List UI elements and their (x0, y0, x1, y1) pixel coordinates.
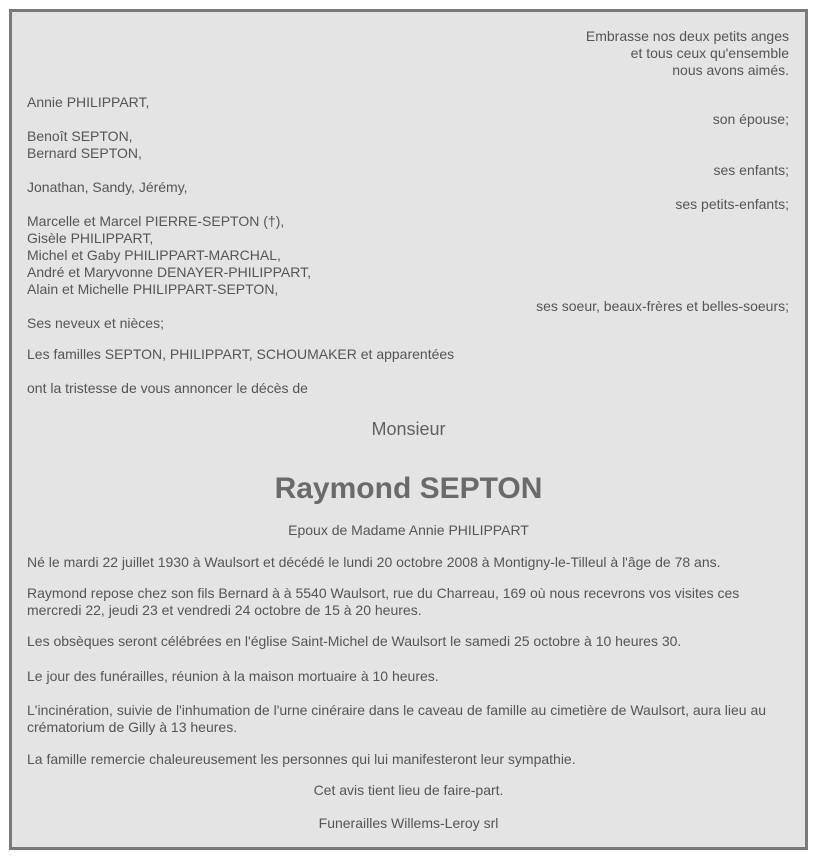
visits-paragraph: Raymond repose chez son fils Bernard à à 5540 Waulsort, rue du Charreau, 169 où nous recevrons vos visites ces mercredi 22, jeudi 23 et vendredi 24 octobre de 15 à 20 heures. (27, 585, 740, 618)
gathering-paragraph: Le jour des funérailles, réunion à la maison mortuaire à 10 heures. (27, 668, 439, 684)
sibling-name: Alain et Michelle PHILIPPART-SEPTON, (27, 281, 279, 297)
announcement-line: ont la tristesse de vous annoncer le décès de (27, 380, 308, 396)
sibling-name: Michel et Gaby PHILIPPART-MARCHAL, (27, 247, 281, 263)
obituary-card (9, 9, 808, 850)
thanks-paragraph: La famille remercie chaleureusement les personnes qui lui manifesteront leur sympathie. (27, 751, 576, 767)
nephews-line: Ses neveux et nièces; (27, 315, 164, 331)
deceased-name: Raymond SEPTON (274, 472, 543, 505)
child-name: Bernard SEPTON, (27, 145, 142, 161)
siblings-role: ses soeur, beaux-frères et belles-soeurs; (536, 298, 789, 314)
grandchildren-role: ses petits-enfants; (675, 196, 789, 212)
spouse-name: Annie PHILIPPART, (27, 94, 150, 110)
undertaker-line: Funerailles Willems-Leroy srl (318, 815, 499, 831)
quote-line-2: et tous ceux qu'ensemble (630, 45, 789, 61)
sibling-name: Marcelle et Marcel PIERRE-SEPTON (†), (27, 213, 285, 229)
birth-death-paragraph: Né le mardi 22 juillet 1930 à Waulsort et décédé le lundi 20 octobre 2008 à Montigny-le-Tilleul à l'âge de 78 ans. (27, 554, 721, 570)
sibling-name: André et Maryvonne DENAYER-PHILIPPART, (27, 264, 311, 280)
spouse-of-line: Epoux de Madame Annie PHILIPPART (288, 522, 529, 538)
quote-line-1: Embrasse nos deux petits anges (585, 28, 789, 44)
sibling-name: Gisèle PHILIPPART, (27, 230, 154, 246)
funeral-paragraph: Les obsèques seront célébrées en l'église Saint-Michel de Waulsort le samedi 25 octobre à 10 heures 30. (27, 633, 682, 649)
quote-line-3: nous avons aimés. (672, 62, 789, 78)
children-role: ses enfants; (713, 162, 789, 178)
grandchildren-names: Jonathan, Sandy, Jérémy, (27, 179, 188, 195)
notice-line: Cet avis tient lieu de faire-part. (313, 782, 504, 798)
families-line: Les familles SEPTON, PHILIPPART, SCHOUMAKER et apparentées (27, 346, 455, 362)
cremation-paragraph: L'incinération, suivie de l'inhumation de l'urne cinéraire dans le caveau de famille au cimetière de Waulsort, aura lieu au crématorium de Gilly à 13 heures. (27, 702, 767, 735)
child-name: Benoît SEPTON, (27, 128, 133, 144)
deceased-title: Monsieur (371, 419, 446, 439)
spouse-role: son épouse; (712, 111, 789, 127)
